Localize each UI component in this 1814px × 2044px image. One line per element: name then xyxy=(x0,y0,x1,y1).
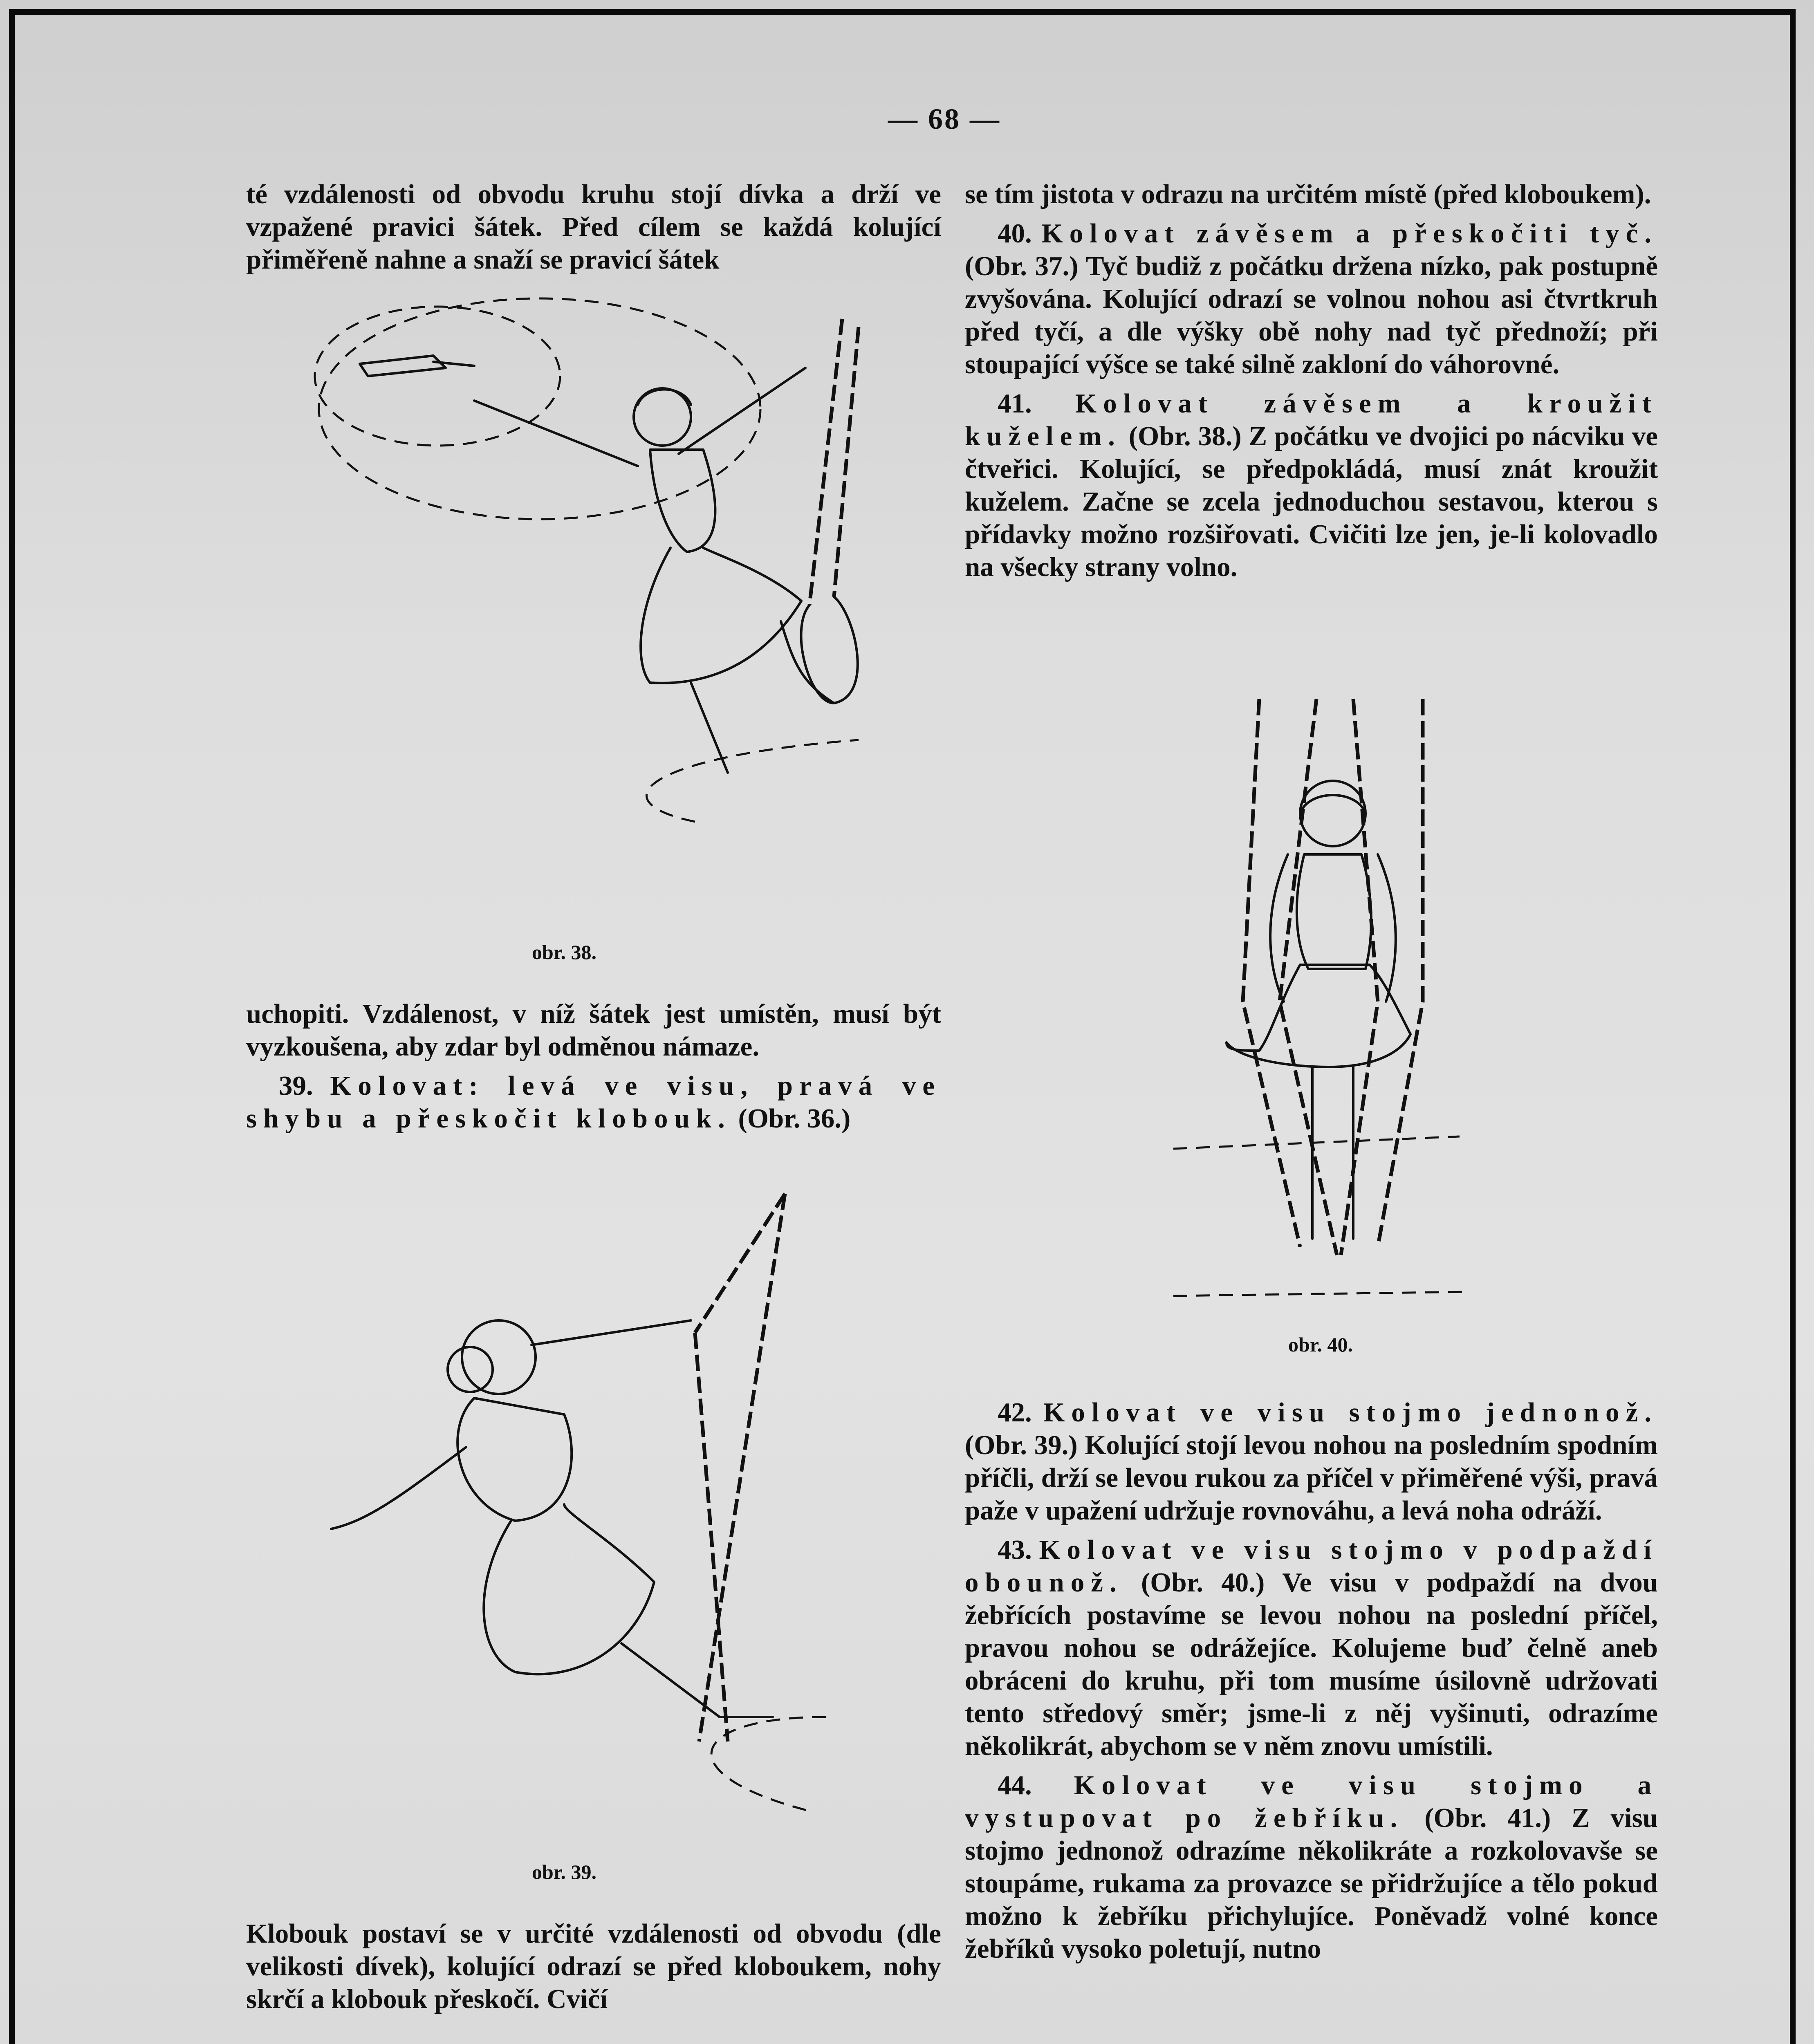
item-40-text: (Obr. 37.) Tyč budiž z počátku držena nízko, pak postupně zvyšována. Kolující odrazí se volnou nohou asi čtvrtkruh před tyčí, a dle výšky obě nohy nad tyč přednoží; při stoupající výšce se také silně zakloní do váhorovné. xyxy=(965,251,1658,379)
left-column-middle xyxy=(246,997,941,1141)
item-39-title: Kolovat: levá ve visu, pravá ve shybu a přeskočit klobouk. xyxy=(246,1071,941,1134)
figure-40-caption: obr. 40. xyxy=(1288,1333,1353,1356)
item-43 xyxy=(965,1533,1658,1762)
left-para-3: Klobouk postaví se v určité vzdálenosti od obvodu (dle velikosti dívek), kolující odrazí se před kloboukem, nohy skrčí a klobouk přeskočí. Cvičí xyxy=(246,1918,941,2014)
item-43-title: Kolovat ve visu stojmo v podpaždí obounož. xyxy=(965,1535,1658,1598)
item-43-number: 43. xyxy=(998,1535,1032,1565)
right-column-top xyxy=(965,178,1658,590)
right-column-bottom xyxy=(965,1396,1658,1972)
item-41 xyxy=(965,387,1658,583)
item-39 xyxy=(246,1069,941,1135)
item-44-title: Kolovat ve visu stojmo a vystupovat po žebříku. xyxy=(965,1770,1658,1833)
item-42-text: (Obr. 39.) Kolující stojí levou nohou na posledním spodním příčli, drží se levou rukou za příčel v přiměřené výši, pravá paže v upažení udržuje rovnováhu, a levá noha odráží. xyxy=(965,1430,1658,1526)
page-number: — 68 — xyxy=(888,103,1001,135)
item-41-title: Kolovat závěsem a kroužit kuželem. xyxy=(965,388,1658,451)
figure-39-caption: obr. 39. xyxy=(532,1860,596,1883)
figure-40-illustration xyxy=(1165,691,1500,1312)
left-para-1: té vzdálenosti od obvodu kruhu stojí dívka a drží ve vzpažené pravici šátek. Před cílem se každá kolující přiměřeně nahne a snaží se pravicí šátek xyxy=(246,179,941,275)
item-39-ref: (Obr. 36.) xyxy=(738,1103,851,1134)
left-para-2: uchopiti. Vzdálenost, v níž šátek jest umístěn, musí být vyzkoušena, aby zdar byl odměnou námaze. xyxy=(246,999,941,1062)
left-column-top xyxy=(246,178,941,282)
item-41-number: 41. xyxy=(998,388,1032,419)
item-40 xyxy=(965,217,1658,381)
right-para-1: se tím jistota v odrazu na určitém místě (před kloboukem). xyxy=(965,179,1651,209)
item-39-number: 39. xyxy=(279,1071,313,1101)
item-44-number: 44. xyxy=(998,1770,1032,1800)
item-44 xyxy=(965,1769,1658,1965)
figure-39-illustration xyxy=(319,1186,850,1840)
left-column-bottom xyxy=(246,1917,941,2022)
figure-38-caption: obr. 38. xyxy=(532,941,596,964)
item-42-title: Kolovat ve visu stojmo jednonož. xyxy=(1043,1397,1658,1428)
item-41-text: (Obr. 38.) Z počátku ve dvojici po nácviku ve čtveřici. Kolující, se předpokládá, musí znát kroužit kuželem. Začne se zcela jednoduchou sestavou, kterou s přídavky možno rozšiřovati. Cvičiti lze jen, je-li kolovadlo na všecky strany volno. xyxy=(965,421,1658,582)
item-40-title: Kolovat závěsem a přeskočiti tyč. xyxy=(1041,218,1658,249)
item-44-text: (Obr. 41.) Z visu stojmo jednonož odrazíme několikráte a rozkolovavše se stoupáme, rukama za provazce se přidržujíce a tělo pokud možno k žebříku přichylujíce. Poněvadž volné konce žebříků vysoko poletují, nutno xyxy=(965,1803,1658,1964)
item-40-number: 40. xyxy=(998,218,1032,249)
item-42-number: 42. xyxy=(998,1397,1032,1428)
figure-38-illustration xyxy=(311,294,891,867)
item-43-text: (Obr. 40.) Ve visu v podpaždí na dvou žebřících postavíme se levou nohou na poslední příčel, pravou nohou se odrážejíce. Kolujeme buď čelně aneb obráceni do kruhu, při tom musíme úsilovně udržovati tento středový směr; jsme-li z něj vyšinuti, odrazíme několikrát, abychom se v něm znovu umístili. xyxy=(965,1567,1658,1761)
item-42 xyxy=(965,1396,1658,1527)
